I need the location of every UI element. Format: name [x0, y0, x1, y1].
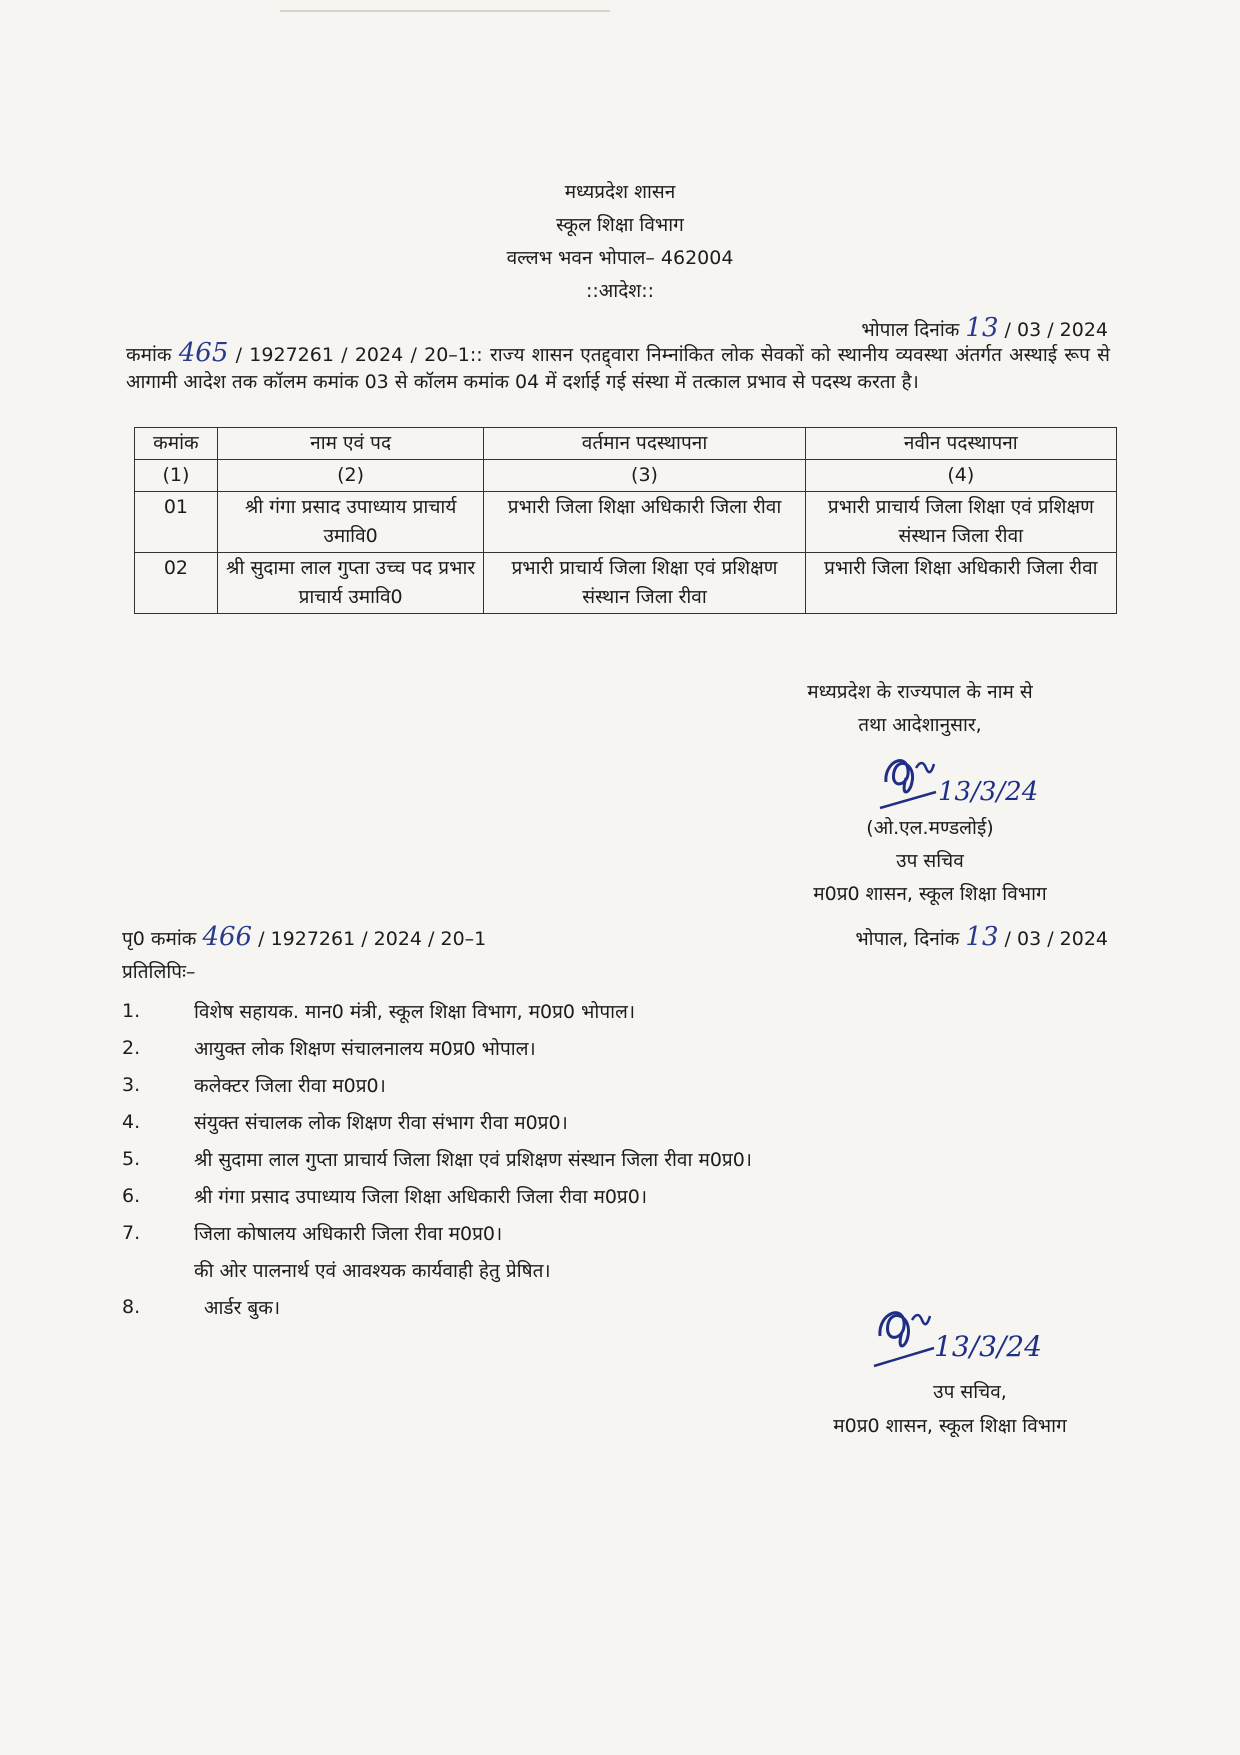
list-number: 7. [122, 1221, 141, 1244]
final-designation: उप सचिव, [933, 1381, 1007, 1403]
officer-name: (ओ.एल.मण्डलोई) [866, 817, 994, 839]
copy-list [122, 992, 1122, 1325]
column-number: (3) [484, 460, 805, 492]
current-posting-cell: प्रभारी प्राचार्य जिला शिक्षा एवं प्रशिक्षण संस्थान जिला रीवा [484, 553, 805, 614]
table-row [135, 492, 1117, 553]
scan-mark [280, 0, 610, 12]
officer-designation: उप सचिव [896, 850, 964, 872]
current-posting-cell: प्रभारी जिला शिक्षा अधिकारी जिला रीवा [484, 492, 805, 553]
date-label: भोपाल, दिनांक [855, 928, 960, 950]
list-number: 5. [122, 1147, 141, 1170]
list-text: संयुक्त संचालक लोक शिक्षण रीवा संभाग रीवा म0प्र0। [194, 1111, 568, 1134]
endorsement-number [122, 922, 486, 952]
header-cell: कमांक [135, 428, 218, 460]
handwritten-day: 13 [965, 313, 999, 343]
name-cell: श्री सुदामा लाल गुप्ता उच्च पद प्रभार प्राचार्य उमावि0 [217, 553, 484, 614]
order-no-label: कमांक [126, 344, 172, 366]
header-cell: वर्तमान पदस्थापना [484, 428, 805, 460]
column-number-row [135, 460, 1117, 492]
list-number: 6. [122, 1184, 141, 1207]
list-number: 4. [122, 1110, 141, 1133]
new-posting-cell: प्रभारी जिला शिक्षा अधिकारी जिला रीवा [805, 553, 1116, 614]
list-item [122, 1251, 1122, 1288]
list-item [122, 1066, 1122, 1103]
authority-line-1: मध्यप्रदेश के राज्यपाल के नाम से [807, 681, 1033, 703]
endorsement-label: पृ0 कमांक [122, 928, 197, 950]
authority-block [740, 676, 1100, 742]
column-number: (2) [217, 460, 484, 492]
list-text: आर्डर बुक। [204, 1296, 281, 1319]
list-number: 8. [122, 1295, 141, 1318]
name-cell: श्री गंगा प्रसाद उपाध्याय प्राचार्य उमावि0 [217, 492, 484, 553]
header-cell: नवीन पदस्थापना [805, 428, 1116, 460]
signature-image [870, 1292, 1042, 1378]
officer-department: म0प्र0 शासन, स्कूल शिक्षा विभाग [813, 883, 1047, 905]
list-number: 3. [122, 1073, 141, 1096]
final-department: म0प्र0 शासन, स्कूल शिक्षा विभाग [833, 1415, 1067, 1437]
list-number: 1. [122, 999, 141, 1022]
list-item [122, 1140, 1122, 1177]
posting-table [134, 427, 1117, 614]
table-row [135, 553, 1117, 614]
list-number: 2. [122, 1036, 141, 1059]
department-name: स्कूल शिक्षा विभाग [556, 214, 684, 236]
new-posting-cell: प्रभारी प्राचार्य जिला शिक्षा एवं प्रशिक्षण संस्थान जिला रीवा [805, 492, 1116, 553]
list-text: आयुक्त लोक शिक्षण संचालनालय म0प्र0 भोपाल। [194, 1037, 536, 1060]
list-text: जिला कोषालय अधिकारी जिला रीवा म0प्र0। [194, 1222, 503, 1245]
handwritten-day: 13 [965, 922, 999, 952]
list-text: विशेष सहायक. मान0 मंत्री, स्कूल शिक्षा विभाग, म0प्र0 भोपाल। [194, 1000, 636, 1023]
serial-cell: 01 [135, 492, 218, 553]
signature-date: 13/3/24 [938, 777, 1039, 807]
column-number: (4) [805, 460, 1116, 492]
list-item [122, 1103, 1122, 1140]
authority-line-2: तथा आदेशानुसार, [858, 714, 982, 736]
list-item [122, 1029, 1122, 1066]
date-label: भोपाल दिनांक [861, 319, 960, 341]
copy-to-label: प्रतिलिपिः– [122, 961, 196, 983]
column-number: (1) [135, 460, 218, 492]
serial-cell: 02 [135, 553, 218, 614]
endorsement-no-rest: / 1927261 / 2024 / 20–1 [258, 928, 487, 950]
signature-date: 13/3/24 [934, 1330, 1042, 1363]
endorsement-date [855, 922, 1108, 952]
office-address: वल्लभ भवन भोपाल– 462004 [506, 247, 734, 269]
list-text: श्री गंगा प्रसाद उपाध्याय जिला शिक्षा अधिकारी जिला रीवा म0प्र0। [194, 1185, 648, 1208]
date-rest: / 03 / 2024 [1004, 319, 1108, 341]
government-name: मध्यप्रदेश शासन [564, 181, 676, 203]
list-text: श्री सुदामा लाल गुप्ता प्राचार्य जिला शिक्षा एवं प्रशिक्षण संस्थान जिला रीवा म0प्र0। [194, 1148, 753, 1171]
list-text: की ओर पालनार्थ एवं आवश्यक कार्यवाही हेतु प्रेषित। [194, 1259, 551, 1282]
order-date [861, 313, 1108, 343]
order-no-rest: / 1927261 / 2024 / 20–1:: [235, 344, 483, 366]
list-item [122, 1214, 1122, 1251]
table-header-row [135, 428, 1117, 460]
handwritten-endorsement-no: 466 [202, 922, 253, 952]
list-text: कलेक्टर जिला रीवा म0प्र0। [194, 1074, 386, 1097]
list-item [122, 1177, 1122, 1214]
document-type: ::आदेश:: [585, 280, 655, 302]
final-signatory [780, 1375, 1120, 1443]
signature-image [876, 742, 1039, 816]
header-cell: नाम एवं पद [217, 428, 484, 460]
date-rest: / 03 / 2024 [1004, 928, 1108, 950]
officer-block [740, 812, 1120, 911]
letterhead [0, 176, 1240, 308]
list-item [122, 992, 1122, 1029]
order-text: राज्य शासन एतद्द्वारा निम्नांकित लोक सेवकों को स्थानीय व्यवस्था अंतर्गत अस्थाई रूप से आगामी आदेश तक कॉलम कमांक 03 से कॉलम कमांक 04 में दर्शाई गई संस्था में तत्काल प्रभाव से पदस्थ करता है। [126, 344, 1110, 393]
handwritten-order-no: 465 [178, 338, 229, 368]
order-paragraph [126, 340, 1110, 396]
